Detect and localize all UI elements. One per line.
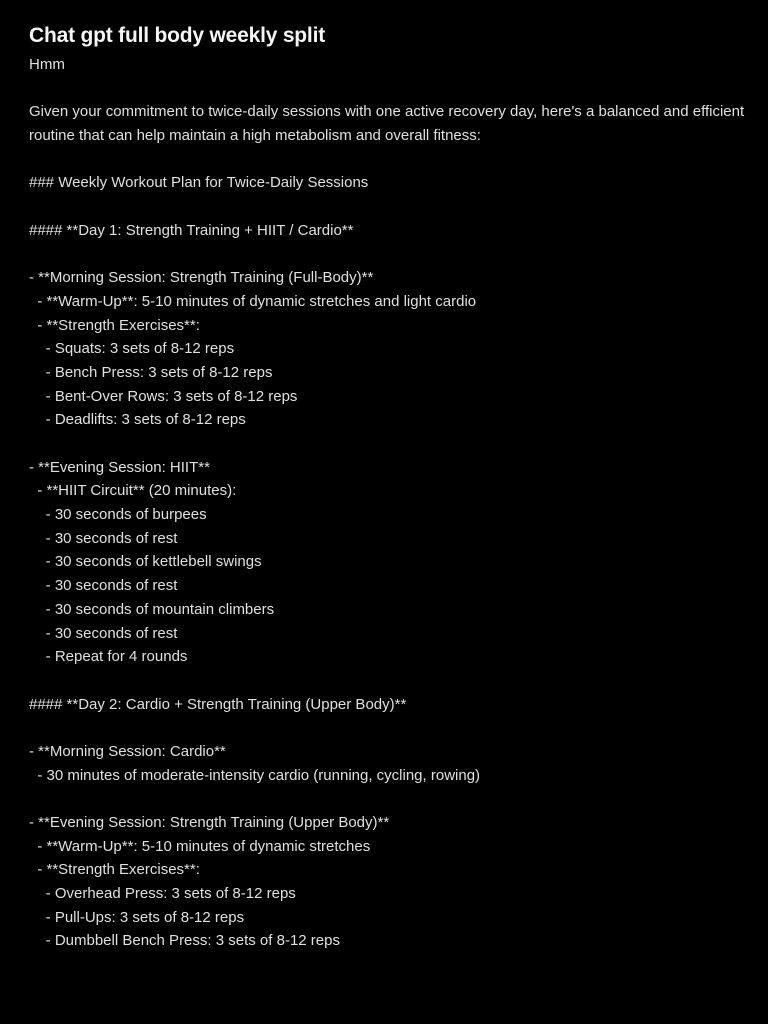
note-line[interactable] [29, 669, 749, 693]
note-line[interactable] [29, 243, 749, 267]
note-line[interactable]: - 30 seconds of burpees [29, 506, 207, 524]
note-line[interactable]: - 30 minutes of moderate-intensity cardio (running, cycling, rowing) [29, 766, 481, 784]
note-line[interactable]: - 30 seconds of rest [29, 624, 178, 642]
note-line[interactable]: - **HIIT Circuit** (20 minutes): [29, 482, 237, 500]
note-line[interactable]: - Squats: 3 sets of 8-12 reps [29, 340, 235, 358]
note-document[interactable] [29, 22, 749, 953]
note-line[interactable] [29, 148, 749, 172]
note-line[interactable]: - Bent-Over Rows: 3 sets of 8-12 reps [29, 387, 298, 405]
note-line[interactable]: #### **Day 1: Strength Training + HIIT / Cardio** [29, 221, 354, 239]
note-line[interactable] [29, 787, 749, 811]
note-line[interactable]: Hmm [29, 56, 65, 73]
note-line[interactable]: - **Morning Session: Cardio** [29, 742, 226, 760]
note-line[interactable]: - **Warm-Up**: 5-10 minutes of dynamic stretches and light cardio [29, 292, 477, 310]
note-line[interactable]: - Overhead Press: 3 sets of 8-12 reps [29, 885, 296, 903]
note-line[interactable]: Given your commitment to twice-daily sessions with one active recovery day, here's a balanced and efficient routine that can help maintain a high metabolism and overall fitness: [29, 103, 745, 145]
note-line[interactable]: - Deadlifts: 3 sets of 8-12 reps [29, 411, 246, 429]
note-line[interactable]: ### Weekly Workout Plan for Twice-Daily Sessions [29, 174, 369, 192]
note-body[interactable] [29, 53, 749, 953]
note-line[interactable]: - **Strength Exercises**: [29, 316, 200, 334]
note-line[interactable]: - Repeat for 4 rounds [29, 648, 188, 666]
note-line[interactable] [29, 716, 749, 740]
note-line[interactable] [29, 195, 749, 219]
note-line[interactable]: - **Warm-Up**: 5-10 minutes of dynamic stretches [29, 837, 371, 855]
note-line[interactable]: - 30 seconds of kettlebell swings [29, 553, 262, 571]
note-line[interactable]: - 30 seconds of rest [29, 529, 178, 547]
note-line[interactable]: - **Evening Session: HIIT** [29, 458, 210, 476]
note-line[interactable] [29, 77, 749, 101]
note-line[interactable]: - Pull-Ups: 3 sets of 8-12 reps [29, 908, 245, 926]
note-line[interactable]: - 30 seconds of mountain climbers [29, 600, 275, 618]
note-line[interactable]: - **Strength Exercises**: [29, 861, 200, 879]
note-line[interactable]: #### **Day 2: Cardio + Strength Training (Upper Body)** [29, 695, 407, 713]
note-line[interactable]: - 30 seconds of rest [29, 577, 178, 595]
note-line[interactable]: - Bench Press: 3 sets of 8-12 reps [29, 363, 273, 381]
note-title[interactable]: Chat gpt full body weekly split [29, 24, 325, 47]
note-line[interactable] [29, 432, 749, 456]
note-line[interactable]: - **Evening Session: Strength Training (Upper Body)** [29, 814, 390, 832]
note-line[interactable]: - Dumbbell Bench Press: 3 sets of 8-12 reps [29, 932, 340, 950]
note-line[interactable]: - **Morning Session: Strength Training (Full-Body)** [29, 269, 374, 287]
